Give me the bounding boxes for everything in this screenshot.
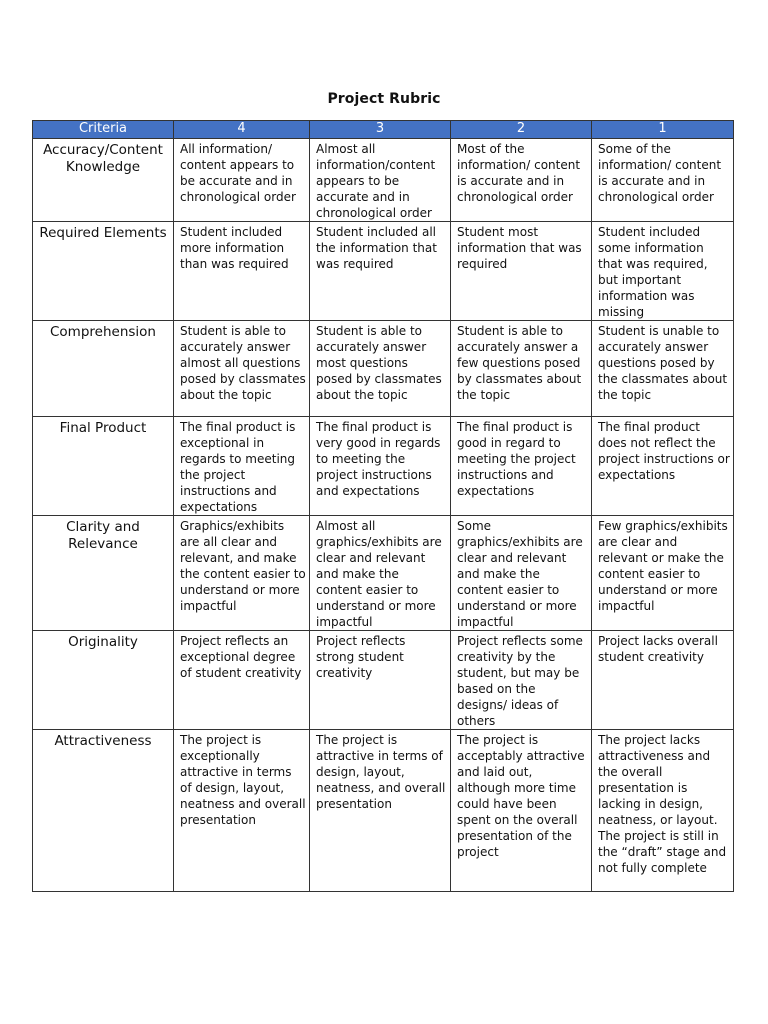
descriptor-cell-1: Project lacks overall student creativity — [592, 631, 734, 730]
table-row — [33, 321, 734, 417]
table-row — [33, 730, 734, 892]
descriptor-cell-3: Project reflects strong student creativity — [310, 631, 451, 730]
descriptor-cell-3: Student is able to accurately answer most questions posed by classmates about the topic — [310, 321, 451, 417]
descriptor-cell-2: Project reflects some creativity by the student, but may be based on the designs/ ideas of others — [451, 631, 592, 730]
column-header-score-4: 4 — [174, 121, 310, 139]
column-header-score-3: 3 — [310, 121, 451, 139]
descriptor-cell-3: Almost all graphics/exhibits are clear and relevant and make the content easier to understand or more impactful — [310, 516, 451, 631]
criterion-cell: Comprehension — [33, 321, 174, 417]
column-header-score-2: 2 — [451, 121, 592, 139]
descriptor-cell-1: The final product does not reflect the project instructions or expectations — [592, 417, 734, 516]
descriptor-cell-2: Student most information that was required — [451, 222, 592, 321]
descriptor-cell-4: All information/ content appears to be accurate and in chronological order — [174, 139, 310, 222]
column-header-criteria: Criteria — [33, 121, 174, 139]
descriptor-cell-2: Student is able to accurately answer a few questions posed by classmates about the topic — [451, 321, 592, 417]
criterion-cell: Required Elements — [33, 222, 174, 321]
header-row — [33, 121, 734, 139]
descriptor-cell-3: The project is attractive in terms of design, layout, neatness, and overall presentation — [310, 730, 451, 892]
descriptor-cell-3: Almost all information/content appears to be accurate and in chronological order — [310, 139, 451, 222]
table-row — [33, 516, 734, 631]
descriptor-cell-2: The final product is good in regard to meeting the project instructions and expectations — [451, 417, 592, 516]
descriptor-cell-1: Student included some information that was required, but important information was missing — [592, 222, 734, 321]
descriptor-cell-4: The project is exceptionally attractive in terms of design, layout, neatness and overall presentation — [174, 730, 310, 892]
table-row — [33, 417, 734, 516]
descriptor-cell-1: The project lacks attractiveness and the overall presentation is lacking in design, neatness, or layout. The project is still in the “draft” stage and not fully complete — [592, 730, 734, 892]
descriptor-cell-2: The project is acceptably attractive and laid out, although more time could have been spent on the overall presentation of the project — [451, 730, 592, 892]
table-row — [33, 631, 734, 730]
table-row — [33, 139, 734, 222]
criterion-cell: Attractiveness — [33, 730, 174, 892]
descriptor-cell-4: The final product is exceptional in regards to meeting the project instructions and expectations — [174, 417, 310, 516]
rubric-table — [32, 120, 734, 892]
descriptor-cell-1: Student is unable to accurately answer questions posed by the classmates about the topic — [592, 321, 734, 417]
descriptor-cell-1: Some of the information/ content is accurate and in chronological order — [592, 139, 734, 222]
descriptor-cell-1: Few graphics/exhibits are clear and relevant or make the content easier to understand or more impactful — [592, 516, 734, 631]
criterion-cell: Originality — [33, 631, 174, 730]
descriptor-cell-4: Project reflects an exceptional degree of student creativity — [174, 631, 310, 730]
criterion-cell: Final Product — [33, 417, 174, 516]
table-row — [33, 222, 734, 321]
descriptor-cell-4: Student included more information than was required — [174, 222, 310, 321]
descriptor-cell-4: Student is able to accurately answer almost all questions posed by classmates about the topic — [174, 321, 310, 417]
descriptor-cell-4: Graphics/exhibits are all clear and relevant, and make the content easier to understand or more impactful — [174, 516, 310, 631]
column-header-score-1: 1 — [592, 121, 734, 139]
descriptor-cell-3: Student included all the information that was required — [310, 222, 451, 321]
criterion-cell: Accuracy/Content Knowledge — [33, 139, 174, 222]
page-title: Project Rubric — [327, 91, 441, 107]
descriptor-cell-2: Some graphics/exhibits are clear and relevant and make the content easier to understand or more impactful — [451, 516, 592, 631]
descriptor-cell-2: Most of the information/ content is accurate and in chronological order — [451, 139, 592, 222]
descriptor-cell-3: The final product is very good in regards to meeting the project instructions and expectations — [310, 417, 451, 516]
criterion-cell: Clarity and Relevance — [33, 516, 174, 631]
